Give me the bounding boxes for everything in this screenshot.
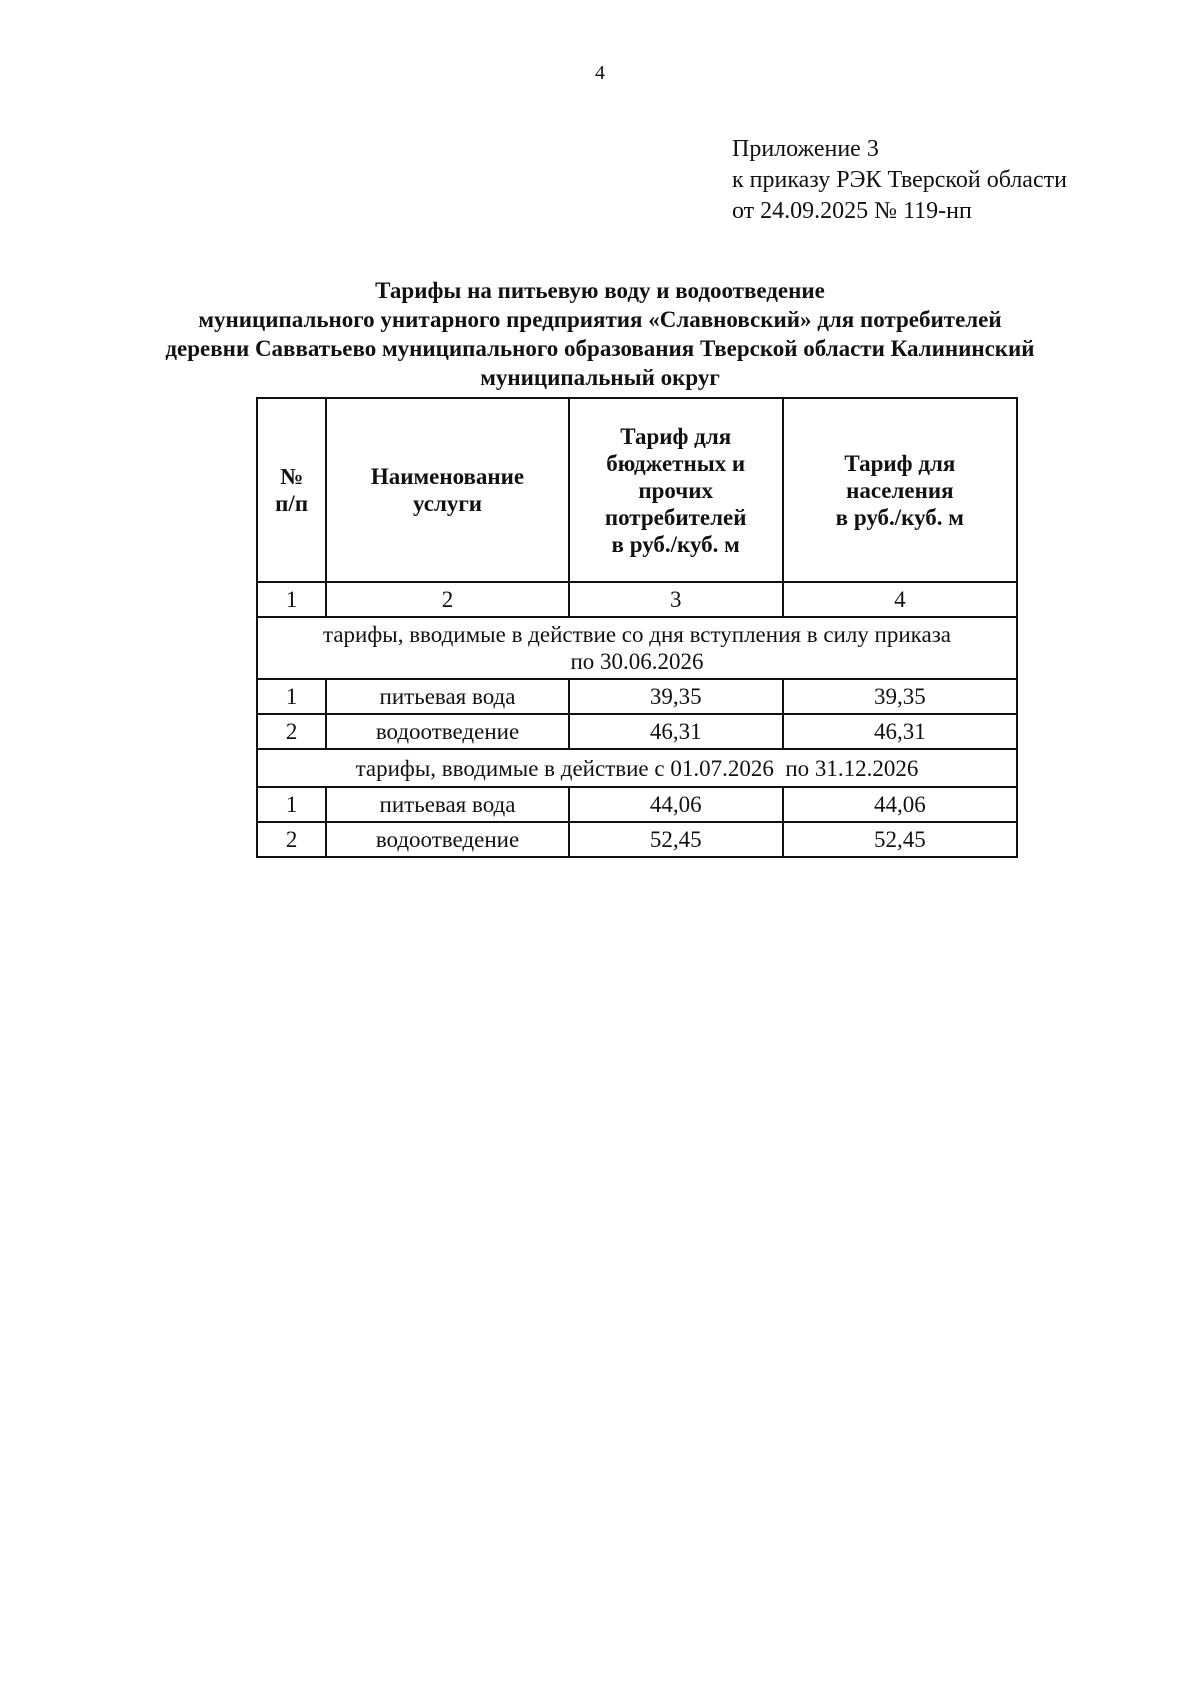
population-tariff: 44,06 bbox=[783, 787, 1017, 822]
service-name: водоотведение bbox=[326, 714, 568, 749]
row-number: 1 bbox=[257, 679, 326, 714]
column-numbers-row bbox=[257, 582, 1017, 617]
section-title: тарифы, вводимые в действие со дня вступления в силу приказа по 30.06.2026 bbox=[257, 617, 1017, 679]
title-line: муниципального унитарного предприятия «Славновский» для потребителей bbox=[198, 307, 1002, 332]
header-budget-tariff: Тариф для бюджетных и прочих потребителей в руб./куб. м bbox=[569, 398, 783, 582]
column-number: 3 bbox=[569, 582, 783, 617]
header-service-name: Наименование услуги bbox=[326, 398, 568, 582]
table-row bbox=[257, 714, 1017, 749]
section-header-row bbox=[257, 749, 1017, 787]
population-tariff: 46,31 bbox=[783, 714, 1017, 749]
tariffs-table bbox=[256, 397, 1018, 858]
table-row bbox=[257, 679, 1017, 714]
header-row bbox=[257, 398, 1017, 582]
column-number: 1 bbox=[257, 582, 326, 617]
row-number: 2 bbox=[257, 714, 326, 749]
appendix-line: к приказу РЭК Тверской области bbox=[732, 167, 1067, 193]
section-header-row bbox=[257, 617, 1017, 679]
budget-tariff: 46,31 bbox=[569, 714, 783, 749]
appendix-line: Приложение 3 bbox=[732, 136, 879, 162]
section-title: тарифы, вводимые в действие с 01.07.2026 по 31.12.2026 bbox=[257, 749, 1017, 787]
budget-tariff: 52,45 bbox=[569, 822, 783, 857]
document-title bbox=[100, 276, 1100, 392]
title-line: деревни Савватьево муниципального образования Тверской области Калининский bbox=[165, 336, 1035, 361]
header-number: № п/п bbox=[257, 398, 326, 582]
row-number: 1 bbox=[257, 787, 326, 822]
population-tariff: 52,45 bbox=[783, 822, 1017, 857]
column-number: 2 bbox=[326, 582, 568, 617]
table-row bbox=[257, 787, 1017, 822]
appendix-line: от 24.09.2025 № 119-нп bbox=[732, 198, 972, 224]
budget-tariff: 39,35 bbox=[569, 679, 783, 714]
service-name: питьевая вода bbox=[326, 787, 568, 822]
column-number: 4 bbox=[783, 582, 1017, 617]
page-number: 4 bbox=[595, 62, 605, 84]
appendix-reference bbox=[732, 134, 1067, 227]
population-tariff: 39,35 bbox=[783, 679, 1017, 714]
budget-tariff: 44,06 bbox=[569, 787, 783, 822]
table-row bbox=[257, 822, 1017, 857]
title-line: муниципальный округ bbox=[480, 365, 720, 390]
header-population-tariff: Тариф для населения в руб./куб. м bbox=[783, 398, 1017, 582]
service-name: питьевая вода bbox=[326, 679, 568, 714]
row-number: 2 bbox=[257, 822, 326, 857]
title-line: Тарифы на питьевую воду и водоотведение bbox=[375, 278, 825, 303]
service-name: водоотведение bbox=[326, 822, 568, 857]
